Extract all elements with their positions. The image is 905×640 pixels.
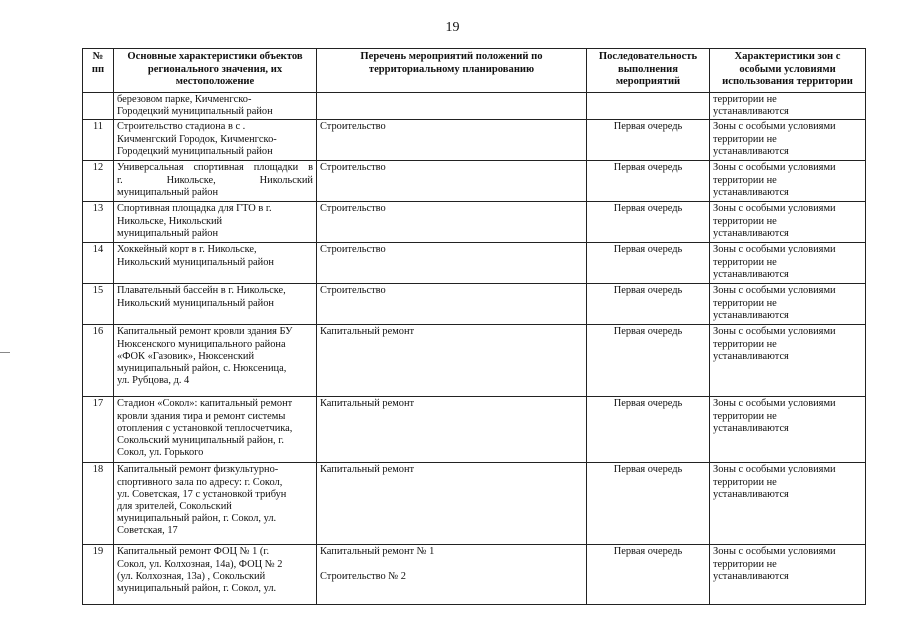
object-line: для зрителей, Сокольский xyxy=(117,501,232,513)
header-line: № xyxy=(92,51,104,62)
table-row xyxy=(83,120,866,161)
header-object xyxy=(114,49,317,93)
object-line: муниципальный район, с. Нюксеница, xyxy=(117,363,287,375)
sequence-cell: Первая очередь xyxy=(587,325,710,397)
object-line: Советская, 17 xyxy=(117,525,178,537)
row-number: 15 xyxy=(83,284,114,325)
object-line: спортивного зала по адресу: г. Сокол, xyxy=(117,476,283,488)
zones-line: территории не xyxy=(713,174,777,186)
zones-line: территории не xyxy=(713,133,777,145)
measures-cell xyxy=(317,325,587,397)
header-number xyxy=(83,49,114,93)
object-line: Никольский муниципальный район xyxy=(117,297,274,309)
table-row xyxy=(83,545,866,605)
object-line: Строительство стадиона в с . xyxy=(117,121,246,133)
zones-line: устанавливаются xyxy=(713,488,789,500)
zones-line: территории не xyxy=(713,256,777,268)
sequence-cell: Первая очередь xyxy=(587,120,710,161)
header-line: территориальному планированию xyxy=(368,63,535,75)
sequence-cell: Первая очередь xyxy=(587,161,710,202)
object-line: муниципальный район, г. Сокол, ул. xyxy=(117,583,277,595)
zones-line: устанавливаются xyxy=(713,227,789,239)
zones-cell xyxy=(710,284,866,325)
zones-line: Зоны с особыми условиями xyxy=(713,398,836,410)
object-line: Спортивная площадка для ГТО в г. xyxy=(117,203,272,215)
row-number: 12 xyxy=(83,161,114,202)
zones-line: территории не xyxy=(713,558,777,570)
measures-line: Строительство xyxy=(320,121,386,133)
object-line: кровли здания тира и ремонт системы xyxy=(117,410,286,422)
measures-cell xyxy=(317,545,587,605)
object-line: Никольске, Никольский xyxy=(117,215,223,227)
header-zones xyxy=(710,49,866,93)
zones-line: устанавливаются xyxy=(713,422,789,434)
zones-line: территории не xyxy=(713,338,777,350)
zones-cell xyxy=(710,397,866,463)
object-line: Сокол, ул. Горького xyxy=(117,447,204,459)
object-line: муниципальный район xyxy=(117,186,219,198)
zones-cell xyxy=(710,120,866,161)
object-line: муниципальный район, г. Сокол, ул. xyxy=(117,513,277,525)
zones-line: устанавливаются xyxy=(713,186,789,198)
object-line: муниципальный район xyxy=(117,227,219,239)
object-line: Капитальный ремонт ФОЦ № 1 (г. xyxy=(117,546,270,558)
table-row xyxy=(83,243,866,284)
sequence-cell: Первая очередь xyxy=(587,397,710,463)
sequence-cell: Первая очередь xyxy=(587,463,710,545)
object-description xyxy=(114,243,317,284)
table-row xyxy=(83,463,866,545)
measures-line: Капитальный ремонт xyxy=(320,326,415,338)
row-number: 16 xyxy=(83,325,114,397)
object-line: березовом парке, Кичменгско- xyxy=(117,94,252,105)
object-description xyxy=(114,161,317,202)
zones-line: Зоны с особыми условиями xyxy=(713,464,836,476)
page-number: 19 xyxy=(445,20,460,35)
object-line: Городецкий муниципальный район xyxy=(117,145,273,157)
row-number: 13 xyxy=(83,202,114,243)
zones-line: территории не xyxy=(713,476,777,488)
object-line: Никольский муниципальный район xyxy=(117,256,274,268)
zones-line: устанавливаются xyxy=(713,570,789,582)
measures-cell xyxy=(317,397,587,463)
object-line: Хоккейный корт в г. Никольске, xyxy=(117,244,257,256)
header-line: особыми условиями xyxy=(739,63,836,75)
measures-cell xyxy=(317,202,587,243)
header-sequence xyxy=(587,49,710,93)
row-number: 18 xyxy=(83,463,114,545)
object-description xyxy=(114,325,317,397)
object-line: «ФОК «Газовик», Нюксенский xyxy=(117,350,255,362)
zones-line: Зоны с особыми условиями xyxy=(713,244,836,256)
table-row xyxy=(83,161,866,202)
zones-line: Зоны с особыми условиями xyxy=(713,546,836,558)
object-line: Кичменгский Городок, Кичменгско- xyxy=(117,133,277,145)
object-line: отопления с установкой теплосчетчика, xyxy=(117,422,293,434)
measures-line: Строительство xyxy=(320,203,386,215)
zones-cell xyxy=(710,545,866,605)
measures-cell xyxy=(317,284,587,325)
object-line: Капитальный ремонт кровли здания БУ xyxy=(117,326,293,338)
row-number: 19 xyxy=(83,545,114,605)
measures-line: Строительство xyxy=(320,285,386,297)
measures-cell xyxy=(317,120,587,161)
object-line: Сокол, ул. Колхозная, 14а), ФОЦ № 2 xyxy=(117,558,283,570)
header-line: пп xyxy=(91,63,105,75)
measures-line: Капитальный ремонт xyxy=(320,464,415,476)
margin-tick xyxy=(0,352,10,353)
zones-line: территории не xyxy=(713,297,777,309)
row-number: 14 xyxy=(83,243,114,284)
measures-cell xyxy=(317,161,587,202)
object-line: Плавательный бассейн в г. Никольске, xyxy=(117,285,286,297)
measures-line: Капитальный ремонт xyxy=(320,398,415,410)
header-line: Характеристики зон с xyxy=(734,51,841,62)
measures-line: Строительство № 2 xyxy=(320,570,406,582)
header-line: мероприятий xyxy=(615,76,681,87)
object-line: Сокольский муниципальный район, г. xyxy=(117,435,284,447)
zones-line: Зоны с особыми условиями xyxy=(713,326,836,338)
zones-line: устанавливаются xyxy=(713,268,789,280)
header-line: Последовательность xyxy=(598,51,698,62)
measures-cell xyxy=(317,463,587,545)
object-line: Капитальный ремонт физкультурно- xyxy=(117,464,279,476)
header-line: регионального значения, их xyxy=(147,63,283,75)
object-line: ул. Рубцова, д. 4 xyxy=(117,375,190,387)
zones-line: Зоны с особыми условиями xyxy=(713,121,836,133)
table-header-row xyxy=(83,49,866,93)
row-number xyxy=(83,93,114,120)
row-number: 11 xyxy=(83,120,114,161)
table-row xyxy=(83,202,866,243)
table-row xyxy=(83,93,866,120)
zones-cell xyxy=(710,202,866,243)
zones-cell xyxy=(710,243,866,284)
header-measures xyxy=(317,49,587,93)
zones-line: Зоны с особыми условиями xyxy=(713,203,836,215)
row-number: 17 xyxy=(83,397,114,463)
header-line: Основные характеристики объектов xyxy=(127,51,303,62)
object-line: Стадион «Сокол»: капитальный ремонт xyxy=(117,398,293,410)
object-description xyxy=(114,93,317,120)
zones-cell xyxy=(710,161,866,202)
object-line: ул. Советская, 17 с установкой трибун xyxy=(117,488,287,500)
zones-line: территории не xyxy=(713,410,777,422)
measures-line: Капитальный ремонт № 1 xyxy=(320,546,435,558)
header-line: Перечень мероприятий положений по xyxy=(360,51,543,62)
zones-cell xyxy=(710,93,866,120)
measures-line xyxy=(320,559,583,571)
object-line: Нюксенского муниципального района xyxy=(117,338,286,350)
zones-line: устанавливаются xyxy=(713,145,789,157)
table-row xyxy=(83,325,866,397)
table-row xyxy=(83,397,866,463)
object-description xyxy=(114,202,317,243)
zones-line: устанавливаются xyxy=(713,106,789,118)
sequence-cell: Первая очередь xyxy=(587,545,710,605)
sequence-cell: Первая очередь xyxy=(587,284,710,325)
zones-line: устанавливаются xyxy=(713,309,789,321)
object-line: Городецкий муниципальный район xyxy=(117,106,273,118)
measures-line: Строительство xyxy=(320,162,386,174)
object-description xyxy=(114,545,317,605)
activities-table xyxy=(82,48,866,605)
header-line: выполнения xyxy=(618,63,678,75)
zones-line: устанавливаются xyxy=(713,350,789,362)
header-line: местоположение xyxy=(175,76,255,87)
object-description xyxy=(114,463,317,545)
object-description xyxy=(114,284,317,325)
measures-line: Строительство xyxy=(320,244,386,256)
sequence-cell xyxy=(587,93,710,120)
sequence-cell: Первая очередь xyxy=(587,243,710,284)
object-line: г. Никольске, Никольский xyxy=(117,174,313,186)
zones-cell xyxy=(710,325,866,397)
object-description xyxy=(114,397,317,463)
table-row xyxy=(83,284,866,325)
object-line: Универсальная спортивная площадки в xyxy=(117,162,313,174)
zones-line: Зоны с особыми условиями xyxy=(713,162,836,174)
measures-cell xyxy=(317,93,587,120)
header-line: использования территории xyxy=(722,76,853,87)
zones-line: территории не xyxy=(713,215,777,227)
measures-cell xyxy=(317,243,587,284)
zones-cell xyxy=(710,463,866,545)
object-description xyxy=(114,120,317,161)
sequence-cell: Первая очередь xyxy=(587,202,710,243)
zones-line: территории не xyxy=(713,94,777,105)
zones-line: Зоны с особыми условиями xyxy=(713,285,836,297)
object-line: (ул. Колхозная, 13а) , Сокольский xyxy=(117,570,266,582)
